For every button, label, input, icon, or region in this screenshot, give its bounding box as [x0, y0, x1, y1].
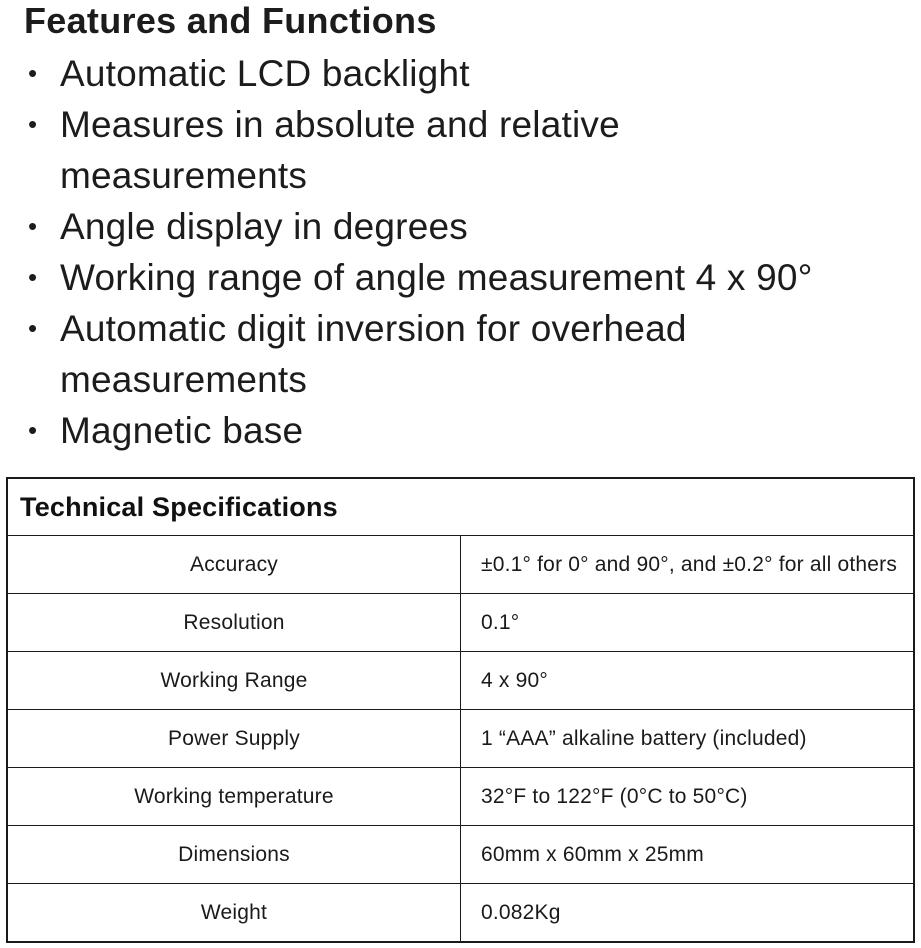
- spec-row-working-temperature: [7, 768, 914, 826]
- spec-label: Resolution: [7, 594, 461, 652]
- spec-row-accuracy: [7, 536, 914, 594]
- spec-value: 1 “AAA” alkaline battery (included): [461, 710, 915, 768]
- spec-label: Power Supply: [7, 710, 461, 768]
- spec-label: Weight: [7, 884, 461, 943]
- spec-row-resolution: [7, 594, 914, 652]
- feature-text: Angle display in degrees: [60, 206, 468, 247]
- spec-label: Accuracy: [7, 536, 461, 594]
- spec-table: [6, 477, 915, 943]
- spec-value: 0.1°: [461, 594, 915, 652]
- spec-table-title: Technical Specifications: [7, 478, 914, 536]
- feature-text: Working range of angle measurement 4 x 90°: [60, 257, 813, 298]
- spec-label: Working Range: [7, 652, 461, 710]
- bullet-icon: •: [28, 313, 38, 343]
- feature-text: Magnetic base: [60, 410, 304, 451]
- feature-item: [24, 252, 921, 303]
- spec-value: 32°F to 122°F (0°C to 50°C): [461, 768, 915, 826]
- features-title: Features and Functions: [24, 0, 437, 41]
- bullet-icon: •: [28, 109, 38, 139]
- bullet-icon: •: [28, 262, 38, 292]
- feature-list: [24, 48, 914, 456]
- spec-row-working-range: [7, 652, 914, 710]
- bullet-icon: •: [28, 211, 38, 241]
- spec-value: ±0.1° for 0° and 90°, and ±0.2° for all others: [461, 536, 915, 594]
- spec-value: 0.082Kg: [461, 884, 915, 943]
- spec-label: Dimensions: [7, 826, 461, 884]
- feature-item: [24, 405, 620, 456]
- spec-row-dimensions: [7, 826, 914, 884]
- feature-item: [24, 99, 740, 201]
- bullet-icon: •: [28, 415, 38, 445]
- spec-label: Working temperature: [7, 768, 461, 826]
- features-section: [24, 0, 914, 456]
- feature-text: Measures in absolute and relative measurements: [60, 104, 620, 196]
- feature-item: [24, 48, 620, 99]
- feature-text: Automatic digit inversion for overhead measurements: [60, 308, 687, 400]
- spec-value: 4 x 90°: [461, 652, 915, 710]
- spec-value: 60mm x 60mm x 25mm: [461, 826, 915, 884]
- bullet-icon: •: [28, 58, 38, 88]
- feature-item: [24, 201, 620, 252]
- feature-text: Automatic LCD backlight: [60, 53, 470, 94]
- spec-row-weight: [7, 884, 914, 943]
- feature-item: [24, 303, 820, 405]
- spec-row-power-supply: [7, 710, 914, 768]
